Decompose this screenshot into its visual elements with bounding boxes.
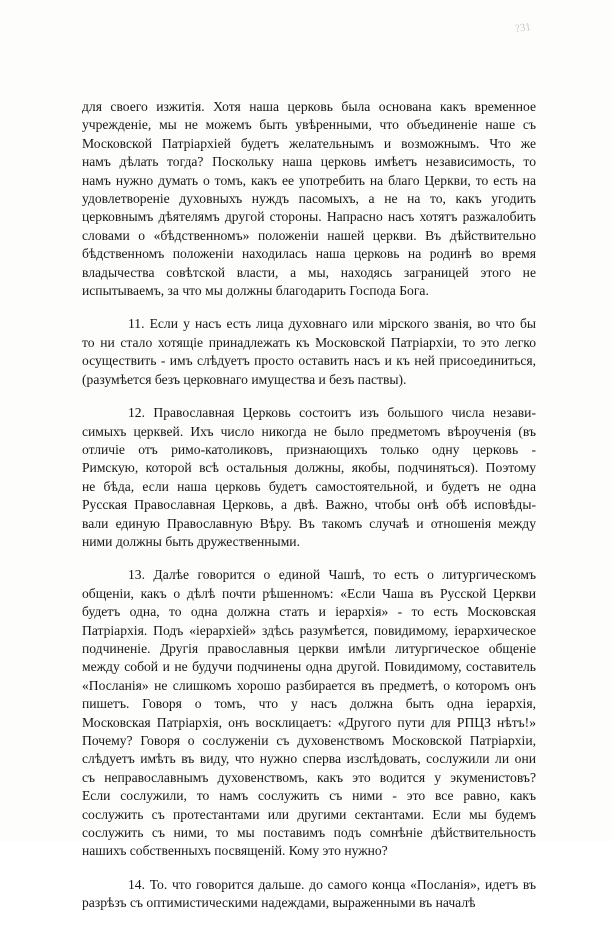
text-line: Если сослужили, то намъ сослужить съ ними - это все равно, какъ <box>82 788 536 804</box>
text-line: Московская Патріархія, онъ восклицаетъ: «Другого пути для РПЦЗ нѣтъ!» <box>82 714 536 730</box>
text-line: общеніи, какъ о дѣлѣ почти рѣшенномъ: «Если Чаша въ Русской Церкви <box>82 585 536 601</box>
text-line: то ни стало хотящіе принадлежать къ Московской Патріархіи, то это легко <box>82 334 536 350</box>
text-line: отличіе отъ римо-католиковъ, признающихъ только одну церковь - <box>82 441 536 457</box>
text-line: (разумѣется безъ церковнаго имущества и безъ паствы). <box>82 371 407 387</box>
text-line: 13. Далѣе говорится о единой Чашѣ, то есть о литургическомъ <box>128 567 536 583</box>
document-body <box>82 98 536 928</box>
text-line: 12. Православная Церковь состоитъ изъ большого числа незави- <box>128 405 536 421</box>
text-line: владычества совѣтской власти, а мы, находясь заграницей этого не <box>82 264 536 280</box>
text-line: будетъ одна, то одна должна стать и іерархія» - то есть Московская <box>82 604 536 620</box>
text-line: словами о «бѣдственномъ» положеніи нашей церкви. Въ дѣйствительно <box>82 227 536 243</box>
text-line: сослужить съ ними, то мы поставимъ подъ сомнѣніе дѣйствительность <box>82 825 536 841</box>
text-line: 11. Если у насъ есть лица духовнаго или мірского званія, во что бы <box>128 316 536 332</box>
text-line: пишетъ. Говоря о томъ, что у насъ должна быть одна іерархія, <box>82 696 536 712</box>
text-line: церковнымъ дѣятелямъ другой стороны. Напрасно насъ хотятъ разжалобить <box>82 209 536 225</box>
text-line: ними должны быть дружественными. <box>82 533 300 549</box>
text-line: Московской Патріархіей будетъ желательнымъ и возможнымъ. Что же <box>82 135 536 151</box>
text-line: разрѣзъ съ оптимистическими надеждами, выраженными въ началѣ <box>82 895 476 911</box>
text-line: учрежденіе, мы не можемъ быть увѣренными, что объединеніе наше съ <box>82 117 536 133</box>
text-line: намъ дѣлать тогда? Поскольку наша церковь имѣетъ независимость, то <box>82 154 536 170</box>
text-line: Русская Православная Церковь, а двѣ. Важно, чтобы онѣ обѣ исповѣды- <box>82 497 536 513</box>
text-line: 14. То. что говорится дальше. до самого конца «Посланія», идетъ въ <box>128 876 536 892</box>
text-line: удовлетвореніе духовныхъ нуждъ пасомыхъ, а не на то, какъ угодить <box>82 191 536 207</box>
text-line: для своего изжитія. Хотя наша церковь была основана какъ временное <box>82 99 536 114</box>
text-line: не бѣда, если наша церковь будетъ самостоятельной, и будетъ не одна <box>82 478 536 494</box>
text-line: сослужить съ протестантами или другими сектантами. Если мы будемъ <box>82 806 536 822</box>
text-line: симыхъ церквей. Ихъ число никогда не было предметомъ вѣроученія (въ <box>82 423 536 439</box>
text-line: намъ нужно думать о томъ, какъ ее употребить на благо Церкви, то есть на <box>82 172 536 188</box>
text-line: Почему? Говоря о сослуженіи съ духовенствомъ Московской Патріархіи, <box>82 733 536 748</box>
paragraph-2 <box>82 315 536 389</box>
text-line: бѣдственномъ положеніи находилась наша церковь на родинѣ во время <box>82 246 536 262</box>
text-line: слѣдуетъ имѣть въ виду, что нужно сперва изслѣдовать, сослужили ли они <box>82 751 536 767</box>
text-line: съ неправославнымъ духовенствомъ, какъ это водится у экуменистовъ? <box>82 769 536 785</box>
page-number-mark: ?31 <box>514 20 532 36</box>
text-line: подчиненіе. Другія православныя церкви имѣли литургическое общеніе <box>82 640 536 656</box>
text-line: испытываемъ, за что мы должны благодарить Господа Бога. <box>82 283 429 299</box>
text-line: нашихъ собственныхъ посвященій. Кому это нужно? <box>82 843 388 859</box>
paragraph-3 <box>82 404 536 551</box>
text-line: вали единую Православную Вѣру. Въ такомъ случаѣ и отношенія между <box>82 515 536 531</box>
text-line: Патріархія. Подъ «іерархіей» здѣсь разумѣется, повидимому, іерархическое <box>82 622 536 638</box>
text-line: «Посланія» не слишкомъ хорошо разбирается въ предметѣ, о котоpомъ онъ <box>82 677 536 693</box>
paragraph-1 <box>82 98 536 300</box>
paragraph-5 <box>82 876 536 913</box>
text-line: Римскую, которой всѣ остальныя должны, якобы, подчиняться). Поэтому <box>82 460 536 476</box>
text-line: между собой и не будучи подчинены одна другой. Повидимому, составитель <box>82 659 536 675</box>
paragraph-4 <box>82 566 536 861</box>
text-line: осуществить - имъ слѣдуетъ просто оставить насъ и къ ней присоединиться, <box>82 353 536 369</box>
